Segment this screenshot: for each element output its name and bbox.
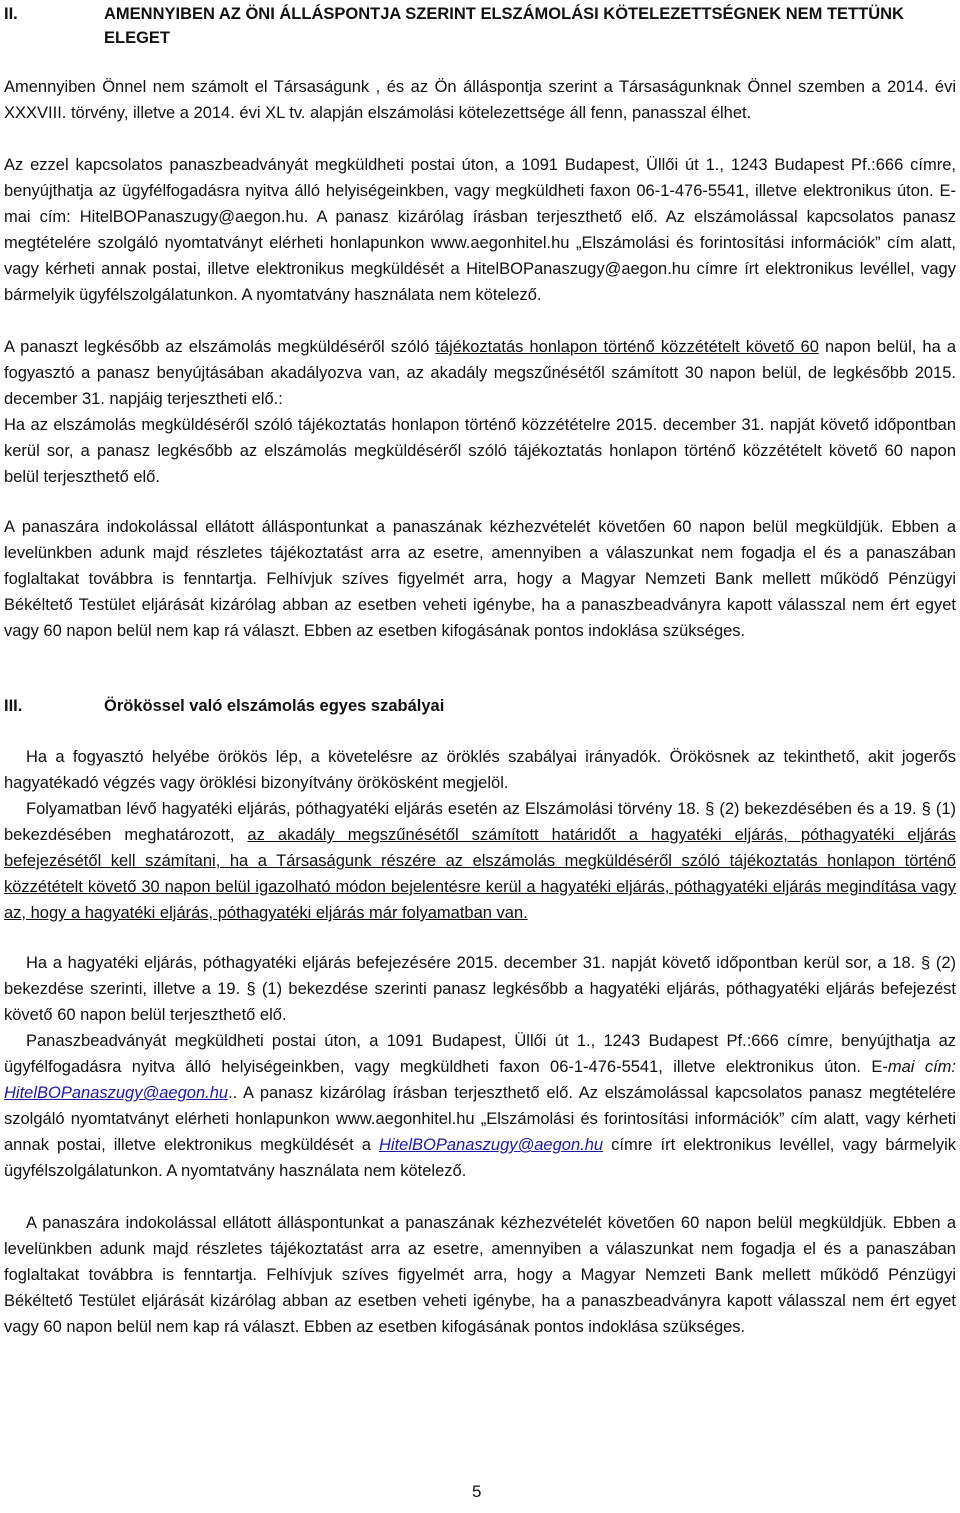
section-3-title: Örökössel való elszámolás egyes szabályai <box>104 697 445 715</box>
estate-text-start: Folyamatban lévő hagyatéki eljárás, póthagyatéki eljárás esetén az Elszámolási törvény 18. § (2) bekezdésében és a 19. § (1) bekezdésében meghatározott, <box>4 800 956 844</box>
section-2-paragraph-3 <box>4 334 956 412</box>
section-3-number: III. <box>4 697 23 715</box>
section-3-paragraph-5: A panaszára indokolással ellátott álláspontunkat a panaszának kézhezvételét követően 60 napon belül megküldjük. Ebben a levelünkben adunk majd részletes tájékoztatást arra az esetre, amennyiben a válaszunkat nem fogadja el és a panaszában foglaltakat továbbra is fenntartja. Felhívjuk szíves figyelmét arra, hogy a Magyar Nemzeti Bank mellett működő Pénzügyi Békéltető Testület eljárását kizárólag abban az esetben veheti igénybe, ha a panaszbeadványra kapott válasszal nem ért egyet vagy 60 napon belül nem kap rá választ. Ebben az esetben kifogásának pontos indoklása szükséges. <box>4 1214 956 1336</box>
deadline-text-start: A panaszt legkésőbb az elszámolás megküldéséről szóló <box>4 338 436 356</box>
complaint-text-end: címre írt elektronikus levéllel, vagy bármelyik ügyfélszolgálatunkon. A nyomtatvány használata nem kötelező. <box>4 1136 956 1180</box>
section-2-title: AMENNYIBEN AZ ÖNI ÁLLÁSPONTJA SZERINT ELSZÁMOLÁSI KÖTELEZETTSÉGNEK NEM TETTÜNK ELEGET <box>104 5 904 47</box>
complaint-text-start: Panaszbeadványát megküldheti postai úton, a 1091 Budapest, Üllői út 1., 1243 Budapest Pf.:666 címre, benyújthatja az ügyfélfogadásra nyitva álló helyiségeinkben, vagy megküldheti faxon 06-1-476-5541, illetve elektronikus úton. E- <box>4 1032 956 1076</box>
deadline-text-end: napon belül, ha a fogyasztó a panasz benyújtásában akadályozva van, az akadály megszűnésétől számított 30 napon belül, de legkésőbb 2015. december 31. napjáig terjesztheti elő.: <box>4 338 956 408</box>
section-3-paragraph-2 <box>4 796 956 926</box>
section-2-number: II. <box>4 5 18 23</box>
complaint-text-middle: .. A panasz kizárólag írásban terjeszthető elő. Az elszámolással kapcsolatos panasz megtételére szolgáló nyomtatványt elérheti honlapunkon www.aegonhitel.hu „Elszámolási és forintosítási információk” cím alatt, vagy kérheti annak postai, illetve elektronikus megküldését a <box>4 1084 956 1154</box>
section-3-paragraph-3: Ha a hagyatéki eljárás, póthagyatéki eljárás befejezésére 2015. december 31. napját követő időpontban kerül sor, a 18. § (2) bekezdése szerinti, illetve a 19. § (1) bekezdése szerinti panasz legkésőbb a hagyatéki eljárás, póthagyatéki eljárás befejezést követő 60 napon belül terjeszthető elő. <box>4 954 956 1024</box>
page-number: 5 <box>472 1482 482 1501</box>
section-2-heading <box>4 2 954 50</box>
section-2-paragraph-2: Az ezzel kapcsolatos panaszbeadványát megküldheti postai úton, a 1091 Budapest, Üllői út 1., 1243 Budapest Pf.:666 címre, benyújthatja az ügyfélfogadásra nyitva álló helyiségeinkben, vagy megküldheti faxon 06-1-476-5541, illetve elektronikus úton. E-mai cím: HitelBOPanaszugy@aegon.hu. A panasz kizárólag írásban terjeszthető elő. Az elszámolással kapcsolatos panasz megtételére szolgáló nyomtatványt elérheti honlapunkon www.aegonhitel.hu „Elszámolási és forintosítási információk” cím alatt, vagy kérheti annak postai, illetve elektronikus megküldését a HitelBOPanaszugy@aegon.hu címre írt elektronikus levéllel, vagy bármelyik ügyfélszolgálatunkon. A nyomtatvány használata nem kötelező. <box>4 156 956 304</box>
section-2-paragraph-1: Amennyiben Önnel nem számolt el Társaságunk , és az Ön álláspontja szerint a Társaságunknak Önnel szemben a 2014. évi XXXVIII. törvény, illetve a 2014. évi XL tv. alapján elszámolási kötelezettsége áll fenn, panasszal élhet. <box>4 78 956 122</box>
email-link-2[interactable]: HitelBOPanaszugy@aegon.hu <box>379 1136 604 1154</box>
section-2-paragraph-5: A panaszára indokolással ellátott álláspontunkat a panaszának kézhezvételét követően 60 napon belül megküldjük. Ebben a levelünkben adunk majd részletes tájékoztatást arra az esetre, amennyiben a válaszunkat nem fogadja el és a panaszában foglaltakat továbbra is fenntartja. Felhívjuk szíves figyelmét arra, hogy a Magyar Nemzeti Bank mellett működő Pénzügyi Békéltető Testület eljárását kizárólag abban az esetben veheti igénybe, ha a panaszbeadványra kapott válasszal nem ért egyet vagy 60 napon belül nem kap rá választ. Ebben az esetben kifogásának pontos indoklása szükséges. <box>4 518 956 640</box>
email-link[interactable]: HitelBOPanaszugy@aegon.hu <box>4 1084 229 1102</box>
section-2-paragraph-4: Ha az elszámolás megküldéséről szóló tájékoztatás honlapon történő közzétételre 2015. december 31. napját követő időpontban kerül sor, a panasz legkésőbb az elszámolás megküldéséről szóló tájékoztatás honlapon történő közzétételt követő 60 napon belül terjeszthető elő. <box>4 416 956 486</box>
deadline-underlined-text: tájékoztatás honlapon történő közzétételt követő 60 <box>435 338 819 356</box>
section-3-heading <box>4 694 954 718</box>
email-label: mai cím: <box>887 1058 956 1076</box>
section-3-paragraph-4 <box>4 1028 956 1184</box>
estate-underlined-text: az akadály megszűnésétől számított határidőt a hagyatéki eljárás, póthagyatéki eljárás befejezésétől kell számítani, ha a Társaságunk részére az elszámolás megküldéséről szóló tájékoztatás honlapon történő közzétételt követő 30 napon belül igazolható módon bejelentésre kerül a hagyatéki eljárás, póthagyatéki eljárás megindítása vagy az, hogy a hagyatéki eljárás, póthagyatéki eljárás már folyamatban van. <box>4 826 956 922</box>
section-3-paragraph-1: Ha a fogyasztó helyébe örökös lép, a követelésre az öröklés szabályai irányadók. Örökösnek az tekinthető, akit jogerős hagyatékadó végzés vagy öröklési bizonyítvány örökösként megjelöl. <box>4 748 956 792</box>
